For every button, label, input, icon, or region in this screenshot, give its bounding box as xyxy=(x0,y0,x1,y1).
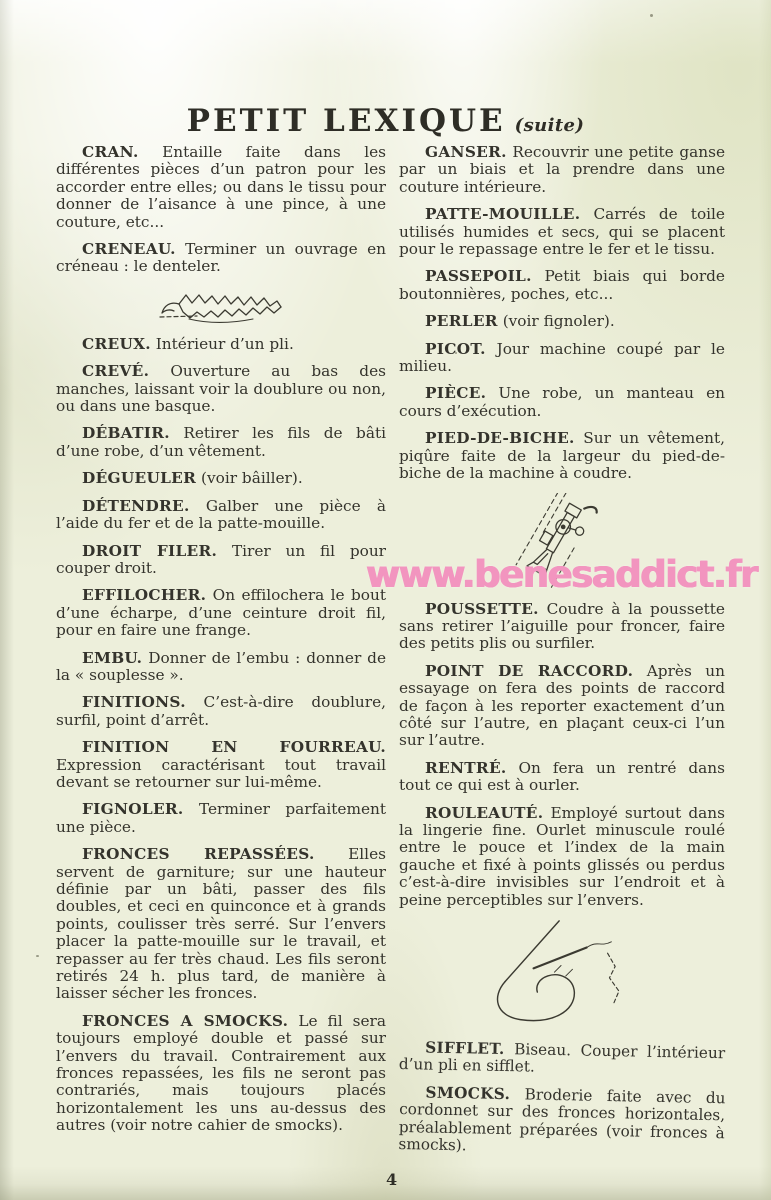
lexicon-entry-fignoler xyxy=(56,801,386,836)
lexicon-entry-creve xyxy=(56,363,386,415)
lexicon-entry-pied-de-biche xyxy=(399,430,725,482)
entry-term: ROULEAUTÉ. xyxy=(425,803,544,822)
lexicon-column-left xyxy=(56,144,386,1145)
lexicon-entry-sifflet xyxy=(399,1039,726,1080)
entry-definition: Une robe, un manteau en cours d’exécution. xyxy=(399,384,725,420)
entry-term: PATTE-MOUILLE. xyxy=(425,205,581,224)
entry-definition: (voir bâiller). xyxy=(201,469,303,488)
page-title: PETIT LEXIQUE xyxy=(186,103,506,140)
lexicon-entry-droit-filer xyxy=(56,543,386,578)
entry-definition: (voir fignoler). xyxy=(502,312,615,331)
entry-definition: Terminer parfaitement une pièce. xyxy=(56,800,386,836)
lexicon-entry-smocks xyxy=(398,1084,725,1160)
lexicon-entry-cran xyxy=(56,144,386,231)
entry-definition: Broderie faite avec du cordonnet sur des fronces horizontales, préalablement préparées (voir fronces à smocks). xyxy=(398,1085,726,1155)
lexicon-entry-rentre xyxy=(399,760,725,795)
entry-definition: Galber une pièce à l’aide du fer et de la patte-mouille. xyxy=(56,496,386,533)
page-title-suffix: (suite) xyxy=(514,115,585,137)
lexicon-entry-ganser xyxy=(399,144,725,196)
entry-definition: Le fil sera toujours employé double et passé sur l’envers du travail. Contrairement aux fronces repassées, les fils ne seront pas contrariés, mais toujours placés horizontalement les uns au-dessus des autres (voir notre cahier de smocks). xyxy=(56,1011,386,1135)
entry-term: GANSER. xyxy=(425,143,507,161)
entry-definition: Employé surtout dans la lingerie fine. Ourlet minuscule roulé entre le pouce et l’index de la main gauche et fixé à points glissés ou perdus c’est-à-dire invisibles sur l’endroit et à peine perceptibles sur l’envers. xyxy=(399,803,725,909)
entry-definition: Biseau. Couper l’intérieur d’un pli en sifflet. xyxy=(398,1040,726,1077)
entry-term: POUSSETTE. xyxy=(425,599,539,618)
lexicon-entry-passepoil xyxy=(399,268,725,303)
watermark: www.benesaddict.fr xyxy=(366,553,757,596)
lexicon-entry-piece xyxy=(399,385,725,420)
entry-definition: Elles servent de garniture; sur une hauteur définie par un bâti, passer des fils doubles, et ceci en quinconce et à grands points, coulisser très serré. Sur l’envers placer la patte-mouille sur le travail, et repasser au fer très chaud. Les fils seront retirés 24 h. plus tard, de manière à laisser sécher les fronces. xyxy=(56,845,386,1003)
entry-term: FRONCES A SMOCKS. xyxy=(82,1011,289,1030)
entry-term: PASSEPOIL. xyxy=(425,267,532,286)
lexicon-entry-finitions xyxy=(56,694,386,729)
entry-term: FINITIONS. xyxy=(82,693,186,712)
lexicon-entry-creneau xyxy=(56,241,386,276)
entry-term: EFFILOCHER. xyxy=(82,586,207,605)
entry-definition: Coudre à la poussette sans retirer l’aiguille pour froncer, faire des petits plis ou surfiler. xyxy=(399,599,725,653)
lexicon-entry-patte-mouille xyxy=(399,206,725,258)
lexicon-entry-rouleaute xyxy=(399,805,725,909)
entry-definition: On effilochera le bout d’une écharpe, d’une ceinture droit fil, pour en faire une frange. xyxy=(56,586,386,640)
entry-definition: Après un essayage on fera des points de raccord de façon à les reporter exactement d’un côté sur l’autre, en plaçant ceux-ci l’un sur l’autre. xyxy=(399,661,725,750)
entry-definition: Jour machine coupé par le milieu. xyxy=(399,339,725,376)
lexicon-entry-picot xyxy=(399,341,725,376)
entry-definition: On fera un rentré dans tout ce qui est à ourler. xyxy=(399,758,725,795)
dentated-edge-icon xyxy=(155,286,287,328)
entry-term: EMBU. xyxy=(82,648,143,667)
entry-term: SIFFLET. xyxy=(425,1038,505,1059)
entry-definition: C’est-à-dire doublure, surfil, point d’arrêt. xyxy=(56,693,386,729)
entry-term: FRONCES REPASSÉES. xyxy=(82,845,315,864)
lexicon-entry-point-de-raccord xyxy=(399,663,725,750)
entry-definition: Tirer un fil pour couper droit. xyxy=(56,541,386,577)
page-header xyxy=(0,101,771,139)
entry-definition: Petit biais qui borde boutonnières, poches, etc... xyxy=(399,267,725,303)
entry-term: PERLER xyxy=(425,312,498,331)
rolled-hem-icon xyxy=(462,919,662,1031)
lexicon-entry-degueuler xyxy=(56,470,386,487)
entry-definition: Recouvrir une petite ganse par un biais et la prendre dans une couture intérieure. xyxy=(399,143,725,196)
lexicon-entry-finition-en-fourreau xyxy=(56,739,386,791)
paper-speck xyxy=(650,14,653,17)
entry-term: CREVÉ. xyxy=(82,362,150,381)
lexicon-entry-creux xyxy=(56,336,386,353)
entry-definition: Expression caractérisant tout travail devant se retourner sur lui-même. xyxy=(56,755,386,791)
entry-term: FIGNOLER. xyxy=(82,800,184,819)
rolled-hem-illustration xyxy=(399,919,725,1031)
entry-term: PIED-DE-BICHE. xyxy=(425,429,575,448)
entry-definition: Sur un vêtement, piqûre faite de la largeur du pied-de-biche de la machine à coudre. xyxy=(399,429,725,483)
entry-term: POINT DE RACCORD. xyxy=(425,661,634,680)
lexicon-entry-poussette xyxy=(399,601,725,653)
entry-definition: Entaille faite dans les différentes pièces d’un patron pour les accorder entre elles; ou dans le tissu pour donner de l’aisance à une pince, à une couture, etc... xyxy=(56,143,386,231)
entry-term: DÉBATIR. xyxy=(82,424,170,443)
lexicon-entry-perler xyxy=(399,313,725,330)
lexicon-entry-fronces-repassees xyxy=(56,846,386,1003)
entry-definition: Retirer les fils de bâti d’une robe, d’un vêtement. xyxy=(56,424,386,460)
lexicon-entry-detendre xyxy=(56,498,386,533)
entry-term: SMOCKS. xyxy=(425,1083,511,1103)
lexicon-entry-debatir xyxy=(56,425,386,460)
entry-term: DÉTENDRE. xyxy=(82,496,190,515)
entry-term: RENTRÉ. xyxy=(425,758,507,777)
entry-definition: Donner de l’embu : donner de la « souplesse ». xyxy=(56,648,386,684)
page-number: 4 xyxy=(386,1170,398,1189)
entry-definition: Ouverture au bas des manches, laissant voir la doublure ou non, ou dans une basque. xyxy=(56,362,386,416)
entry-definition: Intérieur d’un pli. xyxy=(155,334,294,353)
entry-term: CREUX. xyxy=(82,334,151,353)
entry-definition: Carrés de toile utilisés humides et secs, qui se placent pour le repassage entre le fer et le tissu. xyxy=(399,205,725,259)
entry-term: PIÈCE. xyxy=(425,384,487,403)
entry-term: DROIT FILER. xyxy=(82,541,218,560)
entry-term: FINITION EN FOURREAU. xyxy=(82,738,386,757)
entry-definition: Terminer un ouvrage en créneau : le denteler. xyxy=(56,240,386,276)
entry-term: PICOT. xyxy=(425,339,486,358)
lexicon-column-right xyxy=(399,144,725,1163)
dentated-edge-illustration xyxy=(56,286,386,328)
entry-term: DÉGUEULER xyxy=(82,469,197,488)
lexicon-entry-embu xyxy=(56,650,386,685)
entry-term: CRAN. xyxy=(82,143,139,161)
paper-speck xyxy=(36,955,39,957)
lexicon-entry-effilocher xyxy=(56,587,386,639)
entry-term: CRENEAU. xyxy=(82,240,176,259)
lexicon-entry-fronces-a-smocks xyxy=(56,1013,386,1135)
